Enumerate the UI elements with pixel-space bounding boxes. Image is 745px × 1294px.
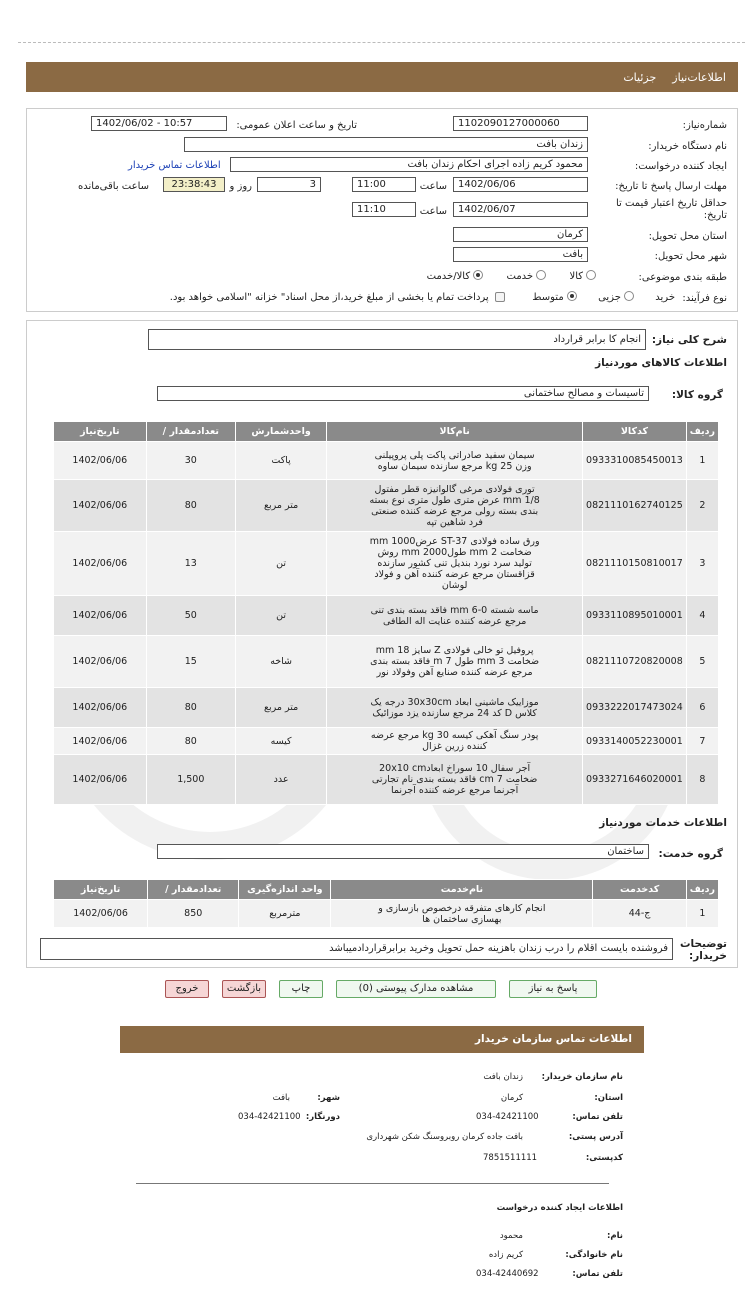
process-radio-group — [170, 292, 675, 303]
goods-cell-item-code: 0933222017473024 — [583, 688, 687, 728]
creator-family-label: نام خانوادگی: — [565, 1250, 623, 1260]
contact-province: کرمان — [500, 1093, 523, 1103]
goods-group-label: گروه کالا: — [671, 389, 723, 401]
radio-goods[interactable] — [586, 270, 596, 280]
contact-province-label: استان: — [594, 1093, 623, 1103]
goods-cell-unit: تن — [235, 596, 326, 636]
need-number-label: شماره‌نیاز: — [682, 120, 727, 131]
goods-cell-item-name: پودر سنگ آهکی کیسه 30 kg مرجع عرضه کننده زرین غزال — [327, 728, 583, 755]
contact-phone: 034-42421100 — [476, 1112, 539, 1122]
category-label: طبقه بندی موضوعی: — [638, 272, 727, 283]
back-button[interactable]: بازگشت — [222, 980, 266, 998]
contact-divider — [136, 1183, 609, 1184]
goods-cell-row-number: 5 — [686, 636, 718, 688]
announce-field: 1402/06/02 - 10:57 — [91, 116, 227, 131]
goods-cell-unit: متر مربع — [235, 688, 326, 728]
city-label: شهر محل تحویل: — [654, 251, 727, 262]
services-group-label: گروه خدمت: — [658, 848, 723, 860]
buyer-org-field: زندان بافت — [184, 137, 588, 152]
deadline-label: مهلت ارسال پاسخ تا تاریخ: — [615, 181, 727, 192]
radio-medium[interactable] — [567, 291, 577, 301]
goods-cell-quantity: 1,500 — [146, 755, 235, 805]
remaining-time-field: 23:38:43 — [163, 177, 225, 192]
goods-cell-row-number: 7 — [686, 728, 718, 755]
goods-table — [53, 421, 719, 805]
contact-address: بافت جاده کرمان روبروسنگ شکن شهرداری — [366, 1132, 523, 1142]
goods-cell-unit: شاخه — [235, 636, 326, 688]
goods-cell-need-date: 1402/06/06 — [54, 728, 147, 755]
print-button[interactable]: چاپ — [279, 980, 323, 998]
service-cell-unit: مترمربع — [239, 900, 331, 928]
goods-cell-item-name: ماسه شسته 0-6 mm فاقد بسته بندی تنی مرجع عرضه کننده عنایت اله الطافی — [327, 596, 583, 636]
contact-header-bar: اطلاعات تماس سازمان خریدار — [120, 1026, 644, 1053]
col-date: تاریخ‌نیاز — [54, 422, 147, 442]
goods-cell-unit: متر مربع — [235, 480, 326, 532]
service-cell-item-code: ج-44 — [593, 900, 686, 928]
province-field: کرمان — [453, 227, 588, 242]
goods-cell-need-date: 1402/06/06 — [54, 532, 147, 596]
goods-row — [54, 442, 719, 480]
service-row — [54, 900, 719, 928]
col-name: نام‌کالا — [327, 422, 583, 442]
category-radio-group — [427, 271, 599, 282]
contact-city-label: شهر: — [317, 1093, 340, 1103]
radio-service-label: خدمت — [506, 271, 534, 282]
svc-col-name: نام‌خدمت — [331, 880, 593, 900]
desc-label: شرح کلی نیاز: — [651, 334, 727, 346]
svc-col-date: تاریخ‌نیاز — [54, 880, 148, 900]
goods-cell-item-name: توری فولادی مرغی گالوانیزه قطر مفتول 1/8 mm عرض متری طول متری نوع بسته بندی بسته رولی مرجع عرضه کننده صنعتی فرد شاهین تپه — [327, 480, 583, 532]
goods-cell-item-code: 0933310085450013 — [583, 442, 687, 480]
goods-row — [54, 480, 719, 532]
validity-label: حداقل تاریخ اعتبار قیمت تا تاریخ: — [615, 198, 727, 221]
desc-field: انجام کا برابر قرارداد — [148, 329, 646, 350]
city-field: بافت — [453, 247, 588, 262]
contact-address-label: آدرس پستی: — [568, 1132, 623, 1142]
treasury-payment-note: پرداخت تمام یا بخشی از مبلغ خرید،از محل اسناد" خزانه "اسلامی خواهد بود. — [169, 292, 489, 303]
treasury-payment-checkbox[interactable] — [495, 292, 505, 302]
goods-cell-unit: عدد — [235, 755, 326, 805]
goods-cell-quantity: 80 — [146, 728, 235, 755]
goods-cell-need-date: 1402/06/06 — [54, 596, 147, 636]
service-cell-row-number: 1 — [686, 900, 718, 928]
goods-row — [54, 728, 719, 755]
validity-time-label: ساعت — [419, 206, 447, 217]
validity-time-field: 11:10 — [352, 202, 416, 217]
goods-cell-quantity: 15 — [146, 636, 235, 688]
buyer-notes-label: توضیحات خریدار: — [679, 938, 727, 962]
svc-col-qty: تعدادمقدار / — [148, 880, 239, 900]
goods-cell-need-date: 1402/06/06 — [54, 688, 147, 728]
goods-cell-item-code: 0821110162740125 — [583, 480, 687, 532]
goods-cell-quantity: 80 — [146, 688, 235, 728]
creator-family: کریم زاده — [488, 1250, 523, 1260]
radio-goods-service-label: کالا/خدمت — [426, 271, 471, 282]
services-group-field: ساختمان — [157, 844, 649, 859]
col-unit: واحدشمارش — [235, 422, 326, 442]
goods-cell-item-code: 0821110150810017 — [583, 532, 687, 596]
process-label: نوع فرآیند: — [682, 293, 727, 304]
remaining-label: ساعت باقی‌مانده — [78, 181, 150, 192]
validity-date-field: 1402/06/07 — [453, 202, 588, 217]
contact-phone-label: تلفن تماس: — [572, 1112, 623, 1122]
deadline-date-field: 1402/06/06 — [453, 177, 588, 192]
goods-row — [54, 636, 719, 688]
svc-col-row: ردیف — [686, 880, 718, 900]
top-divider — [18, 42, 745, 43]
exit-button[interactable]: خروج — [165, 980, 209, 998]
goods-cell-item-name: سیمان سفید صادراتی پاکت پلی پروپیلنی وزن 25 kg مرجع سازنده سیمان ساوه — [327, 442, 583, 480]
contact-org-label: نام سازمان خریدار: — [541, 1072, 623, 1082]
goods-cell-item-name: موزاییک ماشینی ابعاد 30x30cm درجه یک کلاس D کد 24 مرجع سازنده یزد موزائیک — [327, 688, 583, 728]
creator-field: محمود کریم زاده اجرای احکام زندان بافت — [230, 157, 588, 172]
goods-cell-row-number: 1 — [686, 442, 718, 480]
radio-goods-service[interactable] — [473, 270, 483, 280]
goods-row — [54, 532, 719, 596]
goods-cell-item-code: 0933140052230001 — [583, 728, 687, 755]
goods-cell-need-date: 1402/06/06 — [54, 755, 147, 805]
contact-postal: 7851511111 — [483, 1153, 538, 1163]
goods-cell-quantity: 50 — [146, 596, 235, 636]
creator-name-label: نام: — [606, 1231, 623, 1241]
days-field: 3 — [257, 177, 321, 192]
goods-group-field: تاسیسات و مصالح ساختمانی — [157, 386, 649, 401]
goods-row — [54, 755, 719, 805]
reply-button[interactable]: پاسخ به نیاز — [509, 980, 597, 998]
announce-label: تاریخ و ساعت اعلان عمومی: — [236, 120, 357, 131]
goods-cell-item-code: 0933110895010001 — [583, 596, 687, 636]
goods-cell-item-name: آجر سفال 10 سوراخ ابعاد20x10 cm ضخامت 7 cm فاقد بسته بندی نام تجارتی آجرنما مرجع عرضه کننده آجرنما — [327, 755, 583, 805]
creator-name: محمود — [499, 1231, 523, 1241]
creator-phone: 034-42440692 — [476, 1269, 539, 1279]
goods-cell-unit: کیسه — [235, 728, 326, 755]
service-cell-item-name: انجام کارهای متفرقه درخصوص بازسازی و بهسازی ساختمان ها — [331, 900, 593, 928]
radio-minor-label: جزیی — [598, 292, 621, 303]
goods-row — [54, 596, 719, 636]
goods-cell-quantity: 30 — [146, 442, 235, 480]
tab-need-info[interactable]: اطلاعات‌نیاز — [672, 70, 726, 84]
goods-cell-row-number: 3 — [686, 532, 718, 596]
col-qty: تعدادمقدار / — [146, 422, 235, 442]
need-number-field: 1102090127000060 — [453, 116, 588, 131]
process-buy-label: خرید — [655, 292, 675, 303]
col-row: ردیف — [686, 422, 718, 442]
goods-section-title: اطلاعات کالاهای موردنیاز — [595, 357, 727, 369]
days-label: روز و — [229, 181, 252, 192]
deadline-time-field: 11:00 — [352, 177, 416, 192]
radio-medium-label: متوسط — [532, 292, 564, 303]
service-cell-need-date: 1402/06/06 — [54, 900, 148, 928]
services-table — [53, 879, 719, 928]
goods-cell-need-date: 1402/06/06 — [54, 480, 147, 532]
province-label: استان محل تحویل: — [648, 231, 727, 242]
contact-org: زندان بافت — [483, 1072, 523, 1082]
goods-cell-item-code: 0933271646020001 — [583, 755, 687, 805]
goods-row — [54, 688, 719, 728]
contact-city: بافت — [272, 1093, 290, 1103]
goods-cell-row-number: 2 — [686, 480, 718, 532]
contact-fax-label: دورنگار: — [305, 1112, 340, 1122]
creator-section-title: اطلاعات ایجاد کننده درخواست — [496, 1203, 623, 1213]
tab-details[interactable]: جزئیات — [623, 70, 657, 84]
view-docs-button[interactable]: مشاهده مدارک پیوستی (0) — [336, 980, 496, 998]
services-section-title: اطلاعات خدمات موردنیاز — [599, 817, 727, 829]
goods-cell-item-code: 0821110720820008 — [583, 636, 687, 688]
goods-cell-need-date: 1402/06/06 — [54, 442, 147, 480]
svc-col-unit: واحد اندازه‌گیری — [239, 880, 331, 900]
radio-goods-label: کالا — [569, 271, 583, 282]
goods-cell-row-number: 8 — [686, 755, 718, 805]
radio-service[interactable] — [536, 270, 546, 280]
contact-fax: 034-42421100 — [238, 1112, 301, 1122]
goods-cell-quantity: 13 — [146, 532, 235, 596]
goods-cell-item-name: ورق ساده فولادی ST-37 عرض1000 mm ضخامت 2 mm طول2000 mm روش تولید سرد نورد بندیل تنی کشور سازنده قزاقستان مرجع عرضه کننده آهن و فولاد لوشان — [327, 532, 583, 596]
buyer-org-label: نام دستگاه خریدار: — [648, 141, 727, 152]
goods-cell-quantity: 80 — [146, 480, 235, 532]
goods-cell-item-name: پروفیل تو خالی فولادی Z سایز 18 mm ضخامت 3 mm طول 7 m فاقد بسته بندی مرجع عرضه کننده صنایع آهن وفولاد نور — [327, 636, 583, 688]
deadline-time-label: ساعت — [419, 181, 447, 192]
contact-postal-label: کدپستی: — [585, 1153, 623, 1163]
svc-col-code: کدخدمت — [593, 880, 686, 900]
goods-cell-need-date: 1402/06/06 — [54, 636, 147, 688]
buyer-contact-link[interactable]: اطلاعات تماس خریدار — [128, 160, 221, 171]
goods-cell-row-number: 6 — [686, 688, 718, 728]
creator-label: ایجاد کننده درخواست: — [634, 161, 727, 172]
goods-cell-row-number: 4 — [686, 596, 718, 636]
goods-cell-unit: پاکت — [235, 442, 326, 480]
goods-cell-unit: تن — [235, 532, 326, 596]
buyer-notes-field: فروشنده بایست اقلام را درب زندان باهزینه حمل تحویل وخرید برابرقراردادمیباشد — [40, 938, 673, 960]
creator-phone-label: تلفن تماس: — [572, 1269, 623, 1279]
service-cell-quantity: 850 — [148, 900, 239, 928]
page-header-bar — [26, 62, 738, 92]
radio-minor[interactable] — [624, 291, 634, 301]
col-code: کدکالا — [583, 422, 687, 442]
